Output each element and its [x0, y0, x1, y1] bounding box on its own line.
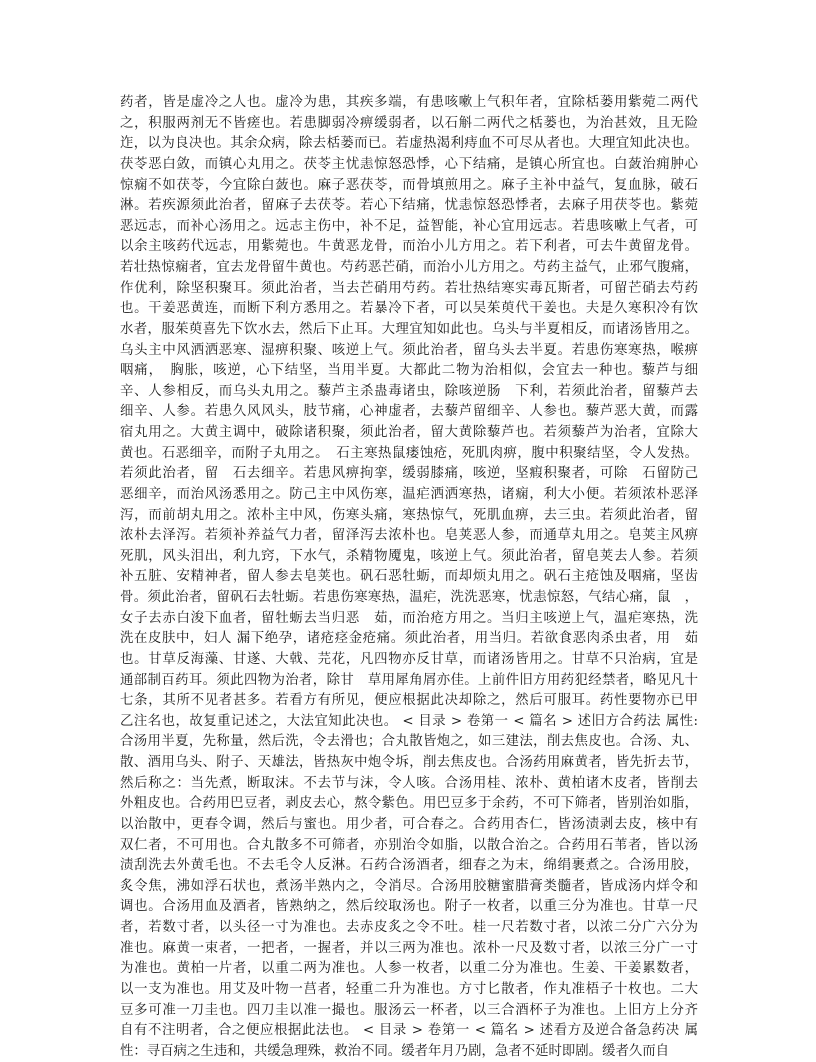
text-line: 者，若数寸者，以头径一寸为准也。去赤皮炙之令不吐。桂一尺若数寸者，以浓二分广六分为	[120, 920, 698, 935]
text-line: 渍刮洗去外黄毛也。不去毛令人反淋。石药合汤酒者，细春之为末，绵绢裹煮之。合汤用胶，	[120, 858, 698, 874]
text-line: 补五脏、安精神者，留人参去皂荚也。矾石恶牡蛎，而却烦丸用之。矾石主疮蚀及咽痛，坚齿	[120, 569, 698, 585]
text-line: 豆多可准一刀圭也。四刀圭以准一撮也。服汤云一杯者，以三合酒杯子为准也。上旧方上分齐	[120, 1002, 698, 1018]
text-line: 惊痫不如茯苓，今宜除白蔹也。麻子恶茯苓，而骨填煎用之。麻子主补中益气，复血脉，破石	[120, 177, 698, 193]
text-line: 双仁者，不可用也。合丸散多不可筛者，亦别治令如脂，以散合治之。合药用石苇者，皆以汤	[120, 837, 698, 853]
text-line: 通部制百药耳。须此四物为治者，除甘 草用犀角屑亦佳。上前件旧方用药犯经禁者，略见凡十	[120, 672, 698, 688]
text-line: 乌头主中风洒洒恶寒、湿痹积聚、咳逆上气。须此治者，留乌头去半夏。若患伤寒寒热，喉痹	[120, 342, 698, 358]
text-line: 水者，服茱萸喜先下饮水去，然后下止耳。大理宜知如此也。乌头与半夏相反，而诸汤皆用之。	[120, 321, 698, 337]
text-line: 药者，皆是虚冷之人也。虚冷为患，其疾多端，有患咳嗽上气积年者，宜除栝蒌用紫菀二两代	[120, 95, 698, 110]
text-line: 女子去赤白浚下血者，留牡蛎去当归恶 茹，而治疮方用之。当归主咳逆上气，温疟寒热，洗	[120, 610, 698, 626]
text-line: 炙令焦，沸如浮石状也，煮汤半熟内之，令消尽。合汤用胶糖蜜腊膏类髓者，皆成汤内烊令和	[120, 878, 698, 894]
text-line: 骨。须此治者，留矾石去牡蛎。若患伤寒寒热，温疟，洗洗恶寒，忧恚惊怒，气结心痛，鼠 ，	[120, 590, 698, 605]
text-line: 准也。麻黄一束者，一把者，一握者，并以三两为准也。浓朴一尺及数寸者，以浓三分广一寸	[120, 940, 698, 956]
text-line: 咽痛， 胸胀，咳逆，心下结坚，当用半夏。大都此二物为治相似，会宜去一种也。藜芦与细	[120, 363, 698, 379]
body-text	[120, 93, 698, 1059]
text-line: 然后称之：当先煮，断取沫。不去节与沫，令人咳。合汤用桂、浓朴、黄柏诸木皮者，皆削去	[120, 775, 698, 791]
text-line: 辛、人参相反，而乌头丸用之。藜芦主杀蛊毒诸虫，除咳逆肠 下利，若须此治者，留藜芦去	[120, 383, 698, 399]
text-line: 外粗皮也。合药用巴豆者，剥皮去心，熬令紫色。用巴豆多于余药，不可下筛者，皆别治如脂，	[120, 796, 698, 812]
text-line: 乙注名也，故复重记述之，大法宜知此决也。 < 目录 > 卷第一 < 篇名 > 述旧方合药法 属性:	[120, 713, 698, 729]
text-line: 也。干姜恶黄连，而断下利方悉用之。若暴冷下者，可以吴茱萸代干姜也。夫是久寒积冷有饮	[120, 301, 698, 317]
text-line: 若须此治者，留 石去细辛。若患风痹拘挛，缓弱膝痛，咳逆，坚瘕积聚者，可除 石留防己	[120, 466, 698, 482]
text-line: 茯苓恶白敛，而镇心丸用之。茯苓主忧恚惊怒恐悸，心下结痛，是镇心所宜也。白蔹治痈肿心	[120, 156, 698, 172]
text-line: 自有不注明者，合之便应根据此法也。 < 目录 > 卷第一 < 篇名 > 述看方及逆合备急药决 属	[120, 1023, 698, 1039]
text-line: 调也。合汤用血及酒者，皆熟纳之，然后绞取汤也。附子一枚者，以重三分为准也。甘草一尺	[120, 899, 698, 915]
text-line: 作优利，除坚积聚耳。须此治者，当去芒硝用芍药。若壮热结寒实毒瓦斯者，可留芒硝去芍药	[120, 280, 698, 296]
text-line: 恶细辛，而治风汤悉用之。防己主中风伤寒，温疟洒洒寒热，诸痫，利大小便。若须浓朴恶泽	[120, 486, 698, 502]
text-line: 洗在皮肤中，妇人 漏下绝孕，诸疮痉金疮痛。须此治者，用当归。若欲食恶肉杀虫者，用 茹	[120, 631, 698, 647]
text-line: 死肌，风头泪出，利九窍，下水气，杀精物魇鬼，咳逆上气。须此治者，留皂荚去人参。若须	[120, 548, 698, 564]
text-line: 合汤用半夏，先称量，然后洗，令去滑也；合丸散皆炮之，如三建法，削去焦皮也。合汤、丸、	[120, 734, 698, 750]
text-line: 宿丸用之。大黄主调中，破除诸积聚，须此治者，留大黄除藜芦也。若须藜芦为治者，宜除大	[120, 425, 698, 440]
text-line: 以治散中，更春令调，然后与蜜也。用少者，可合春之。合药用杏仁，皆汤渍剥去皮，核中有	[120, 816, 698, 832]
text-line: 以一支为准也。用艾及叶物一莒者，轻重二升为准也。方寸匕散者，作丸准梧子十枚也。二大	[120, 981, 698, 997]
text-line: 之，积服两剂无不皆瘥也。若患脚弱冷痹缓弱者，以石斛二两代之栝蒌也，为治甚效，且无险	[120, 115, 698, 131]
text-line: 性：寻百病之生违和，共缓急理殊，救治不同。缓者年月乃剧，急者不延时即剧。缓者久而自	[120, 1043, 670, 1059]
text-line: 恶远志，而补心汤用之。远志主伤中，补不足，益智能，补心宜用远志。若患咳嗽上气者，可	[120, 218, 698, 234]
text-line: 若壮热惊痫者，宜去龙骨留牛黄也。芍药恶芒硝，而治小儿方用之。芍药主益气，止邪气腹痛，	[120, 260, 698, 275]
text-line: 淋。若疾源须此治者，留麻子去茯苓。若心下结痛，忧恚惊怒恐悸者，去麻子用茯苓也。紫菀	[120, 198, 698, 214]
text-line: 以余主咳药代远志，用紫菀也。牛黄恶龙骨，而治小儿方用之。若下利者，可去牛黄留龙骨。	[120, 239, 698, 255]
text-line: 也。甘草反海藻、甘遂、大戟、芫花，凡四物亦反甘草，而诸汤皆用之。甘草不只治病，宜是	[120, 651, 698, 667]
text-line: 细辛、人参。若患久风风头，肢节痛，心神虚者，去藜芦留细辛、人参也。藜芦恶大黄，而露	[120, 404, 698, 420]
text-line: 散、酒用乌头、附子、天雄法，皆热灰中炮令坼，削去焦皮也。合汤药用麻黄者，皆先折去节，	[120, 755, 698, 770]
text-line: 泻，而前胡丸用之。浓朴主中风，伤寒头痛，寒热惊气，死肌血痹，去三虫。若须此治者，留	[120, 507, 698, 523]
text-line: 七条，其所不见者甚多。若看方有所见，便应根据此决却除之，然后可服耳。药性要物亦已甲	[120, 693, 698, 709]
text-line: 浓朴去泽泻。若须补养益气力者，留泽泻去浓朴也。皂荚恶人参，而通草丸用之。皂荚主风痹	[120, 528, 698, 544]
text-line: 为准也。黄柏一片者，以重二两为准也。人参一枚者，以重二分为准也。生姜、干姜累数者，	[120, 961, 698, 977]
text-line: 黄也。石恶细辛，而附子丸用之。 石主寒热鼠瘘蚀疮，死肌肉痹，腹中积聚结坚，令人发热。	[120, 445, 698, 461]
text-line: 迮，以为良决也。其余众病，除去栝蒌而已。若虚热渴利痔血不可尽从者也。大理宜知此决也。	[120, 136, 698, 152]
